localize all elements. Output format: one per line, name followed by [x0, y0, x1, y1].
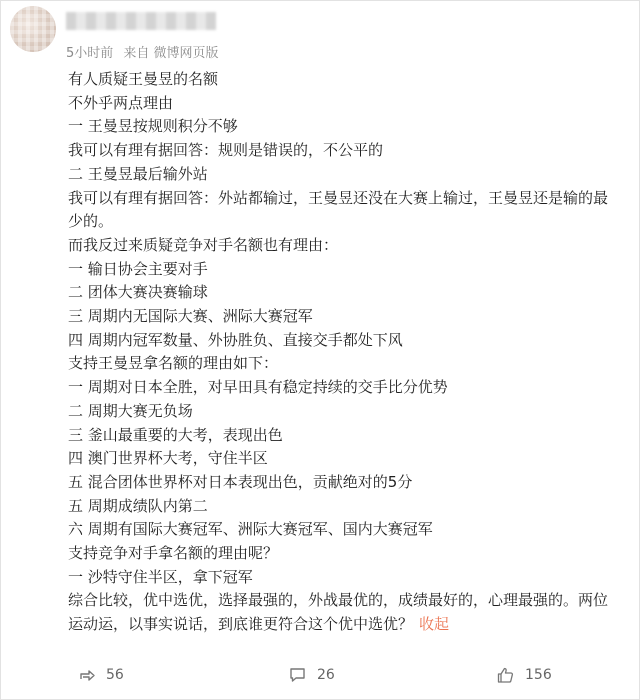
- username-blurred[interactable]: [66, 12, 216, 30]
- post-time[interactable]: 5小时前: [66, 46, 114, 61]
- content-line: 三 周期内无国际大赛、洲际大赛冠军: [68, 307, 313, 326]
- action-bar: [0, 664, 640, 690]
- content-line: 支持竞争对手拿名额的理由呢？: [68, 544, 279, 563]
- post-meta: [66, 42, 219, 61]
- content-line: 五 混合团体世界杯对日本表现出色，贡献绝对的5分: [68, 472, 413, 491]
- content-line: 有人质疑王曼昱的名额: [68, 70, 219, 88]
- share-button[interactable]: [78, 666, 124, 684]
- content-line: 四 周期内冠军数量、外协胜负、直接交手都处下风: [68, 330, 403, 349]
- content-line: 我可以有理有据回答：外站都输过，王曼昱还没在大赛上输过，王曼昱还是输的最少的。: [68, 188, 609, 231]
- collapse-link[interactable]: 收起: [419, 615, 450, 634]
- content-line: 二 王曼昱最后输外站: [68, 164, 208, 183]
- share-icon: [78, 666, 96, 684]
- content-line: 支持王曼昱拿名额的理由如下：: [68, 354, 279, 373]
- content-line: 一 沙特守住半区，拿下冠军: [68, 567, 253, 586]
- like-count: 156: [525, 667, 552, 683]
- share-count: 56: [106, 667, 124, 683]
- content-line: 一 周期对日本全胜，对早田具有稳定持续的交手比分优势: [68, 378, 448, 397]
- content-line-text: 综合比较，优中选优，选择最强的，外战最优的，成绩最好的，心理最强的。两位运动运，以事实说话，到底谁更符合这个优中选优？: [68, 591, 609, 634]
- comment-button[interactable]: [288, 666, 335, 684]
- thumbs-up-icon: [496, 666, 515, 684]
- like-button[interactable]: [496, 666, 552, 684]
- content-line: 二 团体大赛决赛输球: [68, 283, 208, 302]
- content-line: 一 王曼昱按规则积分不够: [68, 117, 238, 136]
- content-line-final: [68, 589, 620, 636]
- post-source: 来自 微博网页版: [123, 46, 219, 61]
- content-line: 二 周期大赛无负场: [68, 401, 193, 420]
- content-line: 我可以有理有据回答：规则是错误的，不公平的: [68, 141, 384, 160]
- content-line: 不外乎两点理由: [68, 93, 174, 112]
- post-content: [68, 68, 620, 637]
- content-line: 六 周期有国际大赛冠军、洲际大赛冠军、国内大赛冠军: [68, 520, 433, 539]
- content-line: 一 输日协会主要对手: [68, 259, 208, 278]
- user-avatar[interactable]: [10, 6, 56, 52]
- comment-icon: [288, 666, 307, 684]
- content-line: 四 澳门世界杯大考，守住半区: [68, 449, 268, 468]
- comment-count: 26: [317, 667, 335, 683]
- content-line: 三 釜山最重要的大考，表现出色: [68, 425, 283, 444]
- content-line: 五 周期成绩队内第二: [68, 496, 208, 515]
- content-line: 而我反过来质疑竞争对手名额也有理由：: [68, 235, 339, 254]
